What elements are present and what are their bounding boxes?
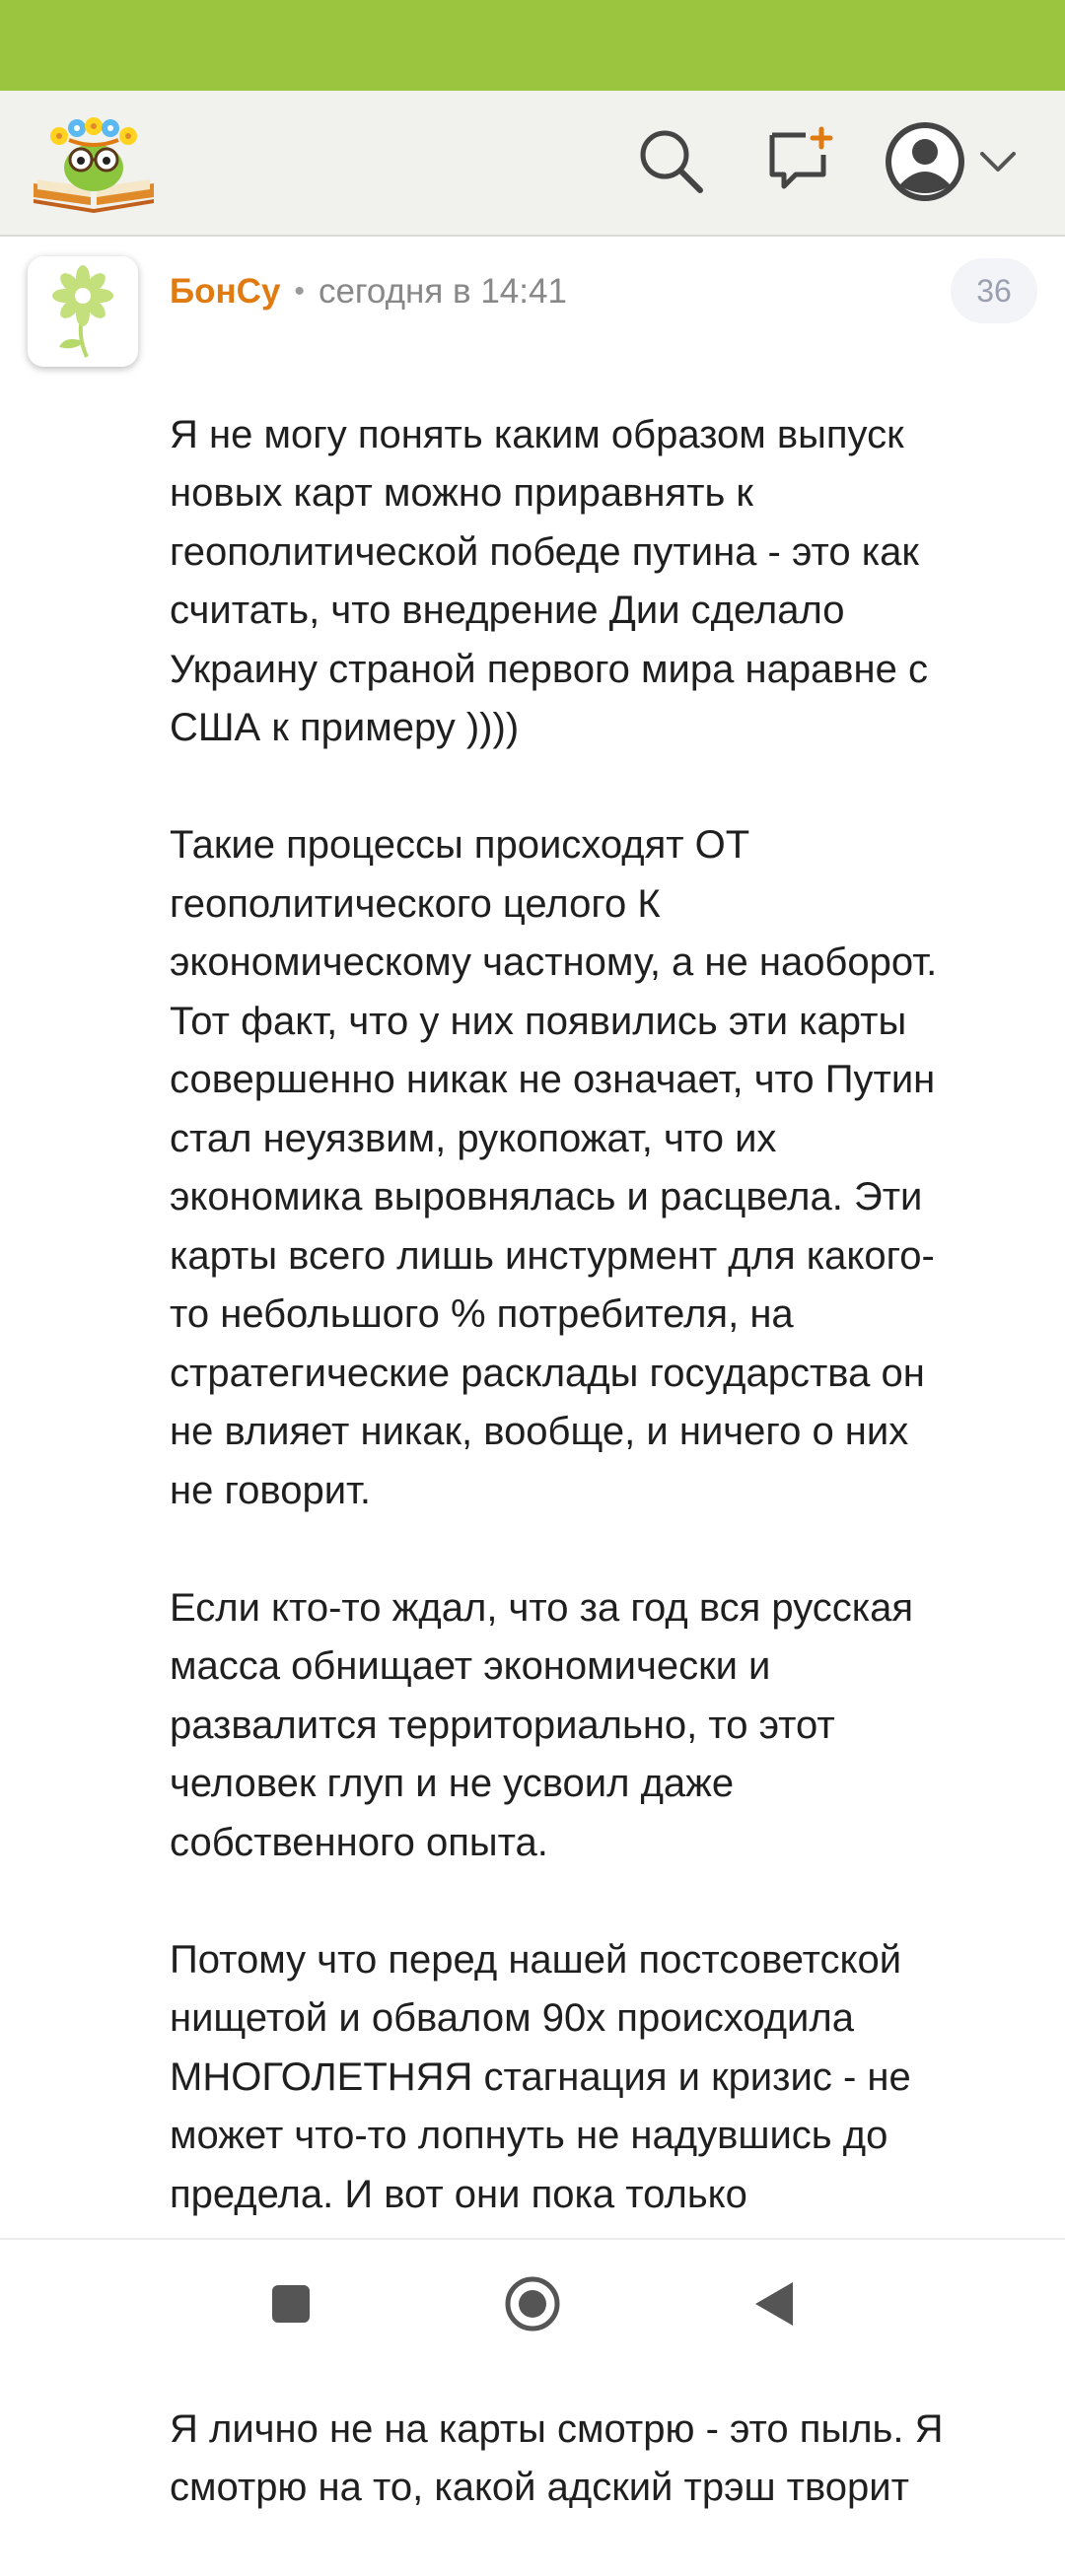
- meta-separator: •: [294, 275, 305, 308]
- chevron-down-icon: [978, 150, 1018, 174]
- comment-time: сегодня в 14:41: [318, 272, 567, 311]
- search-button[interactable]: [626, 116, 715, 205]
- status-bar: [0, 0, 1065, 91]
- app-header: [0, 91, 1065, 237]
- user-avatar-icon: [884, 120, 966, 203]
- home-button[interactable]: [498, 2269, 567, 2338]
- comment-paragraph: Я лично не на карты смотрю - это пыль. Я смотрю на то, какой адский трэш творит: [170, 2406, 944, 2509]
- new-message-button[interactable]: [757, 116, 846, 205]
- daisy-flower-icon: [43, 262, 122, 361]
- rating-badge[interactable]: 36: [951, 258, 1037, 323]
- profile-menu-button[interactable]: [884, 114, 1031, 209]
- books-logo-icon[interactable]: [30, 106, 158, 215]
- new-message-icon: [766, 125, 837, 196]
- recent-apps-button[interactable]: [256, 2269, 325, 2338]
- back-button[interactable]: [740, 2269, 809, 2338]
- comment-paragraph: Такие процессы происходят ОТ геополитического целого К экономическому частному, а не наоборот. Тот факт, что у них появились эти карты совершенно никак не означает, что Путин стал неуязвим, рукопожат, что их экономика выровнялась и расцвела. Эти карты всего лишь инстурмент для какого- то небольшого % потребителя, на стратегические расклады государства он не влияет никак, вообще, и ничего о них не говорит.: [170, 823, 938, 1512]
- comment-paragraph: Если кто-то ждал, что за год вся русская масса обнищает экономически и развалится территориально, то этот человек глуп и не усвоил даже собственного опыта.: [170, 1585, 914, 1864]
- author-avatar[interactable]: [28, 256, 138, 367]
- system-nav-bar: [0, 2238, 1065, 2366]
- author-name[interactable]: БонСу: [170, 272, 281, 311]
- back-icon: [751, 2279, 797, 2329]
- home-icon: [503, 2274, 562, 2333]
- comment-meta: [170, 270, 567, 313]
- comment: [0, 239, 1065, 2509]
- comment-paragraph: Потому что перед нашей постсоветской нищетой и обвалом 90х происходила МНОГОЛЕТНЯЯ стагнация и кризис - не может что-то лопнуть не надувшись до предела. И вот они пока только: [170, 1937, 911, 2216]
- search-icon: [635, 125, 706, 196]
- recent-apps-icon: [269, 2282, 313, 2326]
- comment-paragraph: Я не могу понять каким образом выпуск новых карт можно приравнять к геополитической победе путина - это как считать, что внедрение Дии сделало Украину страной первого мира наравне с США к примеру )))): [170, 412, 929, 749]
